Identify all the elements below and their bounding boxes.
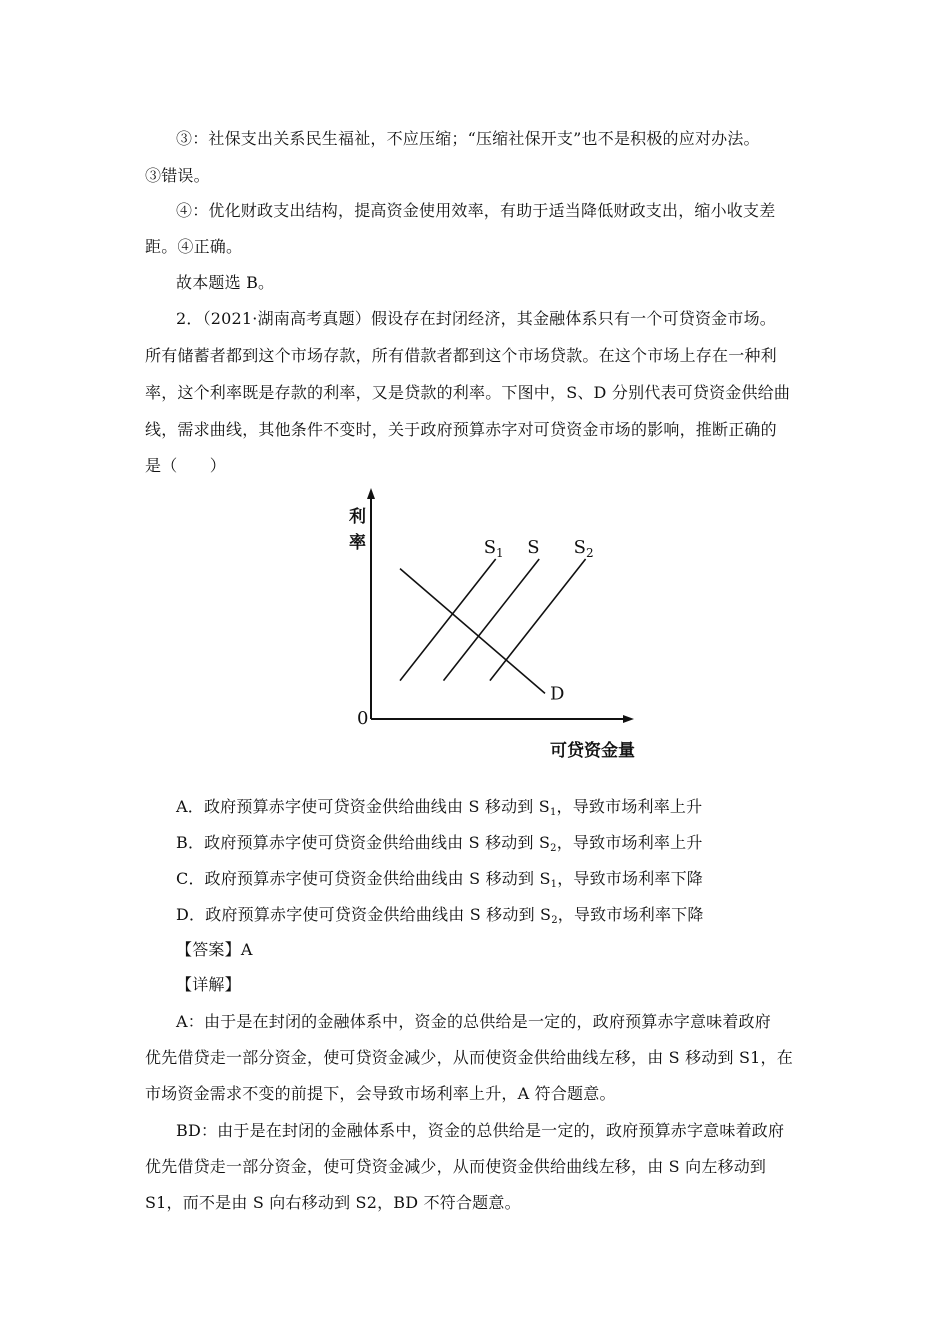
option-conclusion: ，导致市场利率下降 bbox=[557, 905, 704, 924]
option-subscript: 1 bbox=[550, 879, 558, 890]
x-axis-arrow bbox=[623, 715, 634, 723]
series-label-main-s2: S bbox=[573, 537, 586, 558]
option-text: 政府预算赤字使可贷资金供给曲线由 S 移动到 S bbox=[205, 905, 552, 924]
series-label-sub-s1: 1 bbox=[496, 546, 504, 560]
option-letter: D． bbox=[176, 905, 206, 924]
x-axis-title: 可贷资金量 bbox=[550, 741, 635, 761]
explanation-bd-line-1: BD：由于是在封闭的金融体系中，资金的总供给是一定的，政府预算赤字意味着政府 bbox=[176, 1121, 785, 1140]
explanation-a-line-2: 优先借贷走一部分资金，使可贷资金减少，从而使资金供给曲线左移，由 S 移动到 S1，在 bbox=[145, 1048, 793, 1067]
supply-demand-chart bbox=[340, 486, 660, 776]
option-conclusion: ，导致市场利率下降 bbox=[557, 869, 704, 888]
option-text: 政府预算赤字使可贷资金供给曲线由 S 移动到 S bbox=[203, 797, 550, 816]
option-text: 政府预算赤字使可贷资金供给曲线由 S 移动到 S bbox=[204, 869, 551, 888]
answer-label: 【答案】 bbox=[176, 940, 241, 959]
option-d bbox=[176, 905, 704, 925]
series-label-main-s1: S bbox=[483, 537, 497, 558]
explanation-label: 【详解】 bbox=[176, 975, 241, 994]
option-subscript: 2 bbox=[551, 915, 558, 926]
option-letter: B． bbox=[176, 833, 205, 852]
series-line-s bbox=[444, 559, 540, 681]
series-label-sub-s2: 2 bbox=[585, 546, 594, 560]
question-line-5: 是（ ） bbox=[145, 456, 227, 475]
y-axis-arrow bbox=[367, 488, 375, 499]
explanation-bd-line-2: 优先借贷走一部分资金，使可贷资金减少，从而使资金供给曲线左移，由 S 向左移动到 bbox=[145, 1157, 767, 1176]
option-conclusion: ，导致市场利率上升 bbox=[556, 833, 703, 852]
series-label-s1 bbox=[484, 537, 504, 560]
y-axis-title-char-2: 率 bbox=[349, 533, 366, 553]
question-line-1: 2．（2021·湖南高考真题）假设存在封闭经济，其金融体系只有一个可贷资金市场。 bbox=[176, 309, 776, 328]
paragraph-3-line-1: ③：社保支出关系民生福祉，不应压缩；“压缩社保开支”也不是积极的应对办法。 bbox=[176, 129, 760, 148]
paragraph-4-line-1: ④：优化财政支出结构，提高资金使用效率，有助于适当降低财政支出，缩小收支差 bbox=[176, 201, 776, 220]
option-subscript: 1 bbox=[549, 807, 557, 818]
paragraph-3-line-2: ③错误。 bbox=[145, 166, 210, 185]
option-c bbox=[176, 869, 703, 889]
question-line-2: 所有储蓄者都到这个市场存款，所有借款者都到这个市场贷款。在这个市场上存在一种利 bbox=[145, 346, 777, 365]
series-line-s1 bbox=[400, 559, 496, 681]
option-text: 政府预算赤字使可贷资金供给曲线由 S 移动到 S bbox=[204, 833, 551, 852]
series-label-main-d: D bbox=[550, 683, 565, 705]
explanation-a-line-1: A：由于是在封闭的金融体系中，资金的总供给是一定的，政府预算赤字意味着政府 bbox=[176, 1012, 771, 1031]
option-subscript: 2 bbox=[550, 843, 557, 854]
paragraph-4-line-2: 距。④正确。 bbox=[145, 237, 243, 256]
answer-line bbox=[176, 940, 253, 960]
y-axis-title-char-1: 利 bbox=[349, 507, 366, 527]
series-line-s2 bbox=[490, 559, 586, 681]
explanation-a-line-3: 市场资金需求不变的前提下，会导致市场利率上升，A 符合题意。 bbox=[145, 1084, 616, 1103]
series-label-s bbox=[527, 537, 539, 558]
question-line-3: 率，这个利率既是存款的利率，又是贷款的利率。下图中，S、D 分别代表可贷资金供给曲 bbox=[145, 383, 791, 402]
series-label-main-s: S bbox=[527, 537, 540, 558]
explanation-bd-line-3: S1，而不是由 S 向右移动到 S2，BD 不符合题意。 bbox=[145, 1193, 521, 1212]
answer-value: A bbox=[240, 940, 253, 959]
series-label-d bbox=[550, 683, 564, 704]
question-line-4: 线，需求曲线，其他条件不变时，关于政府预算赤字对可贷资金市场的影响，推断正确的 bbox=[145, 420, 777, 439]
paragraph-5: 故本题选 B。 bbox=[176, 273, 275, 292]
origin-label: 0 bbox=[357, 708, 369, 729]
series-label-s2 bbox=[574, 537, 594, 560]
option-letter: A． bbox=[176, 797, 204, 816]
option-b bbox=[176, 833, 703, 853]
option-a bbox=[176, 797, 702, 817]
option-conclusion: ，导致市场利率上升 bbox=[556, 797, 703, 816]
chart-series-group bbox=[400, 537, 594, 704]
option-letter: C． bbox=[176, 869, 205, 888]
